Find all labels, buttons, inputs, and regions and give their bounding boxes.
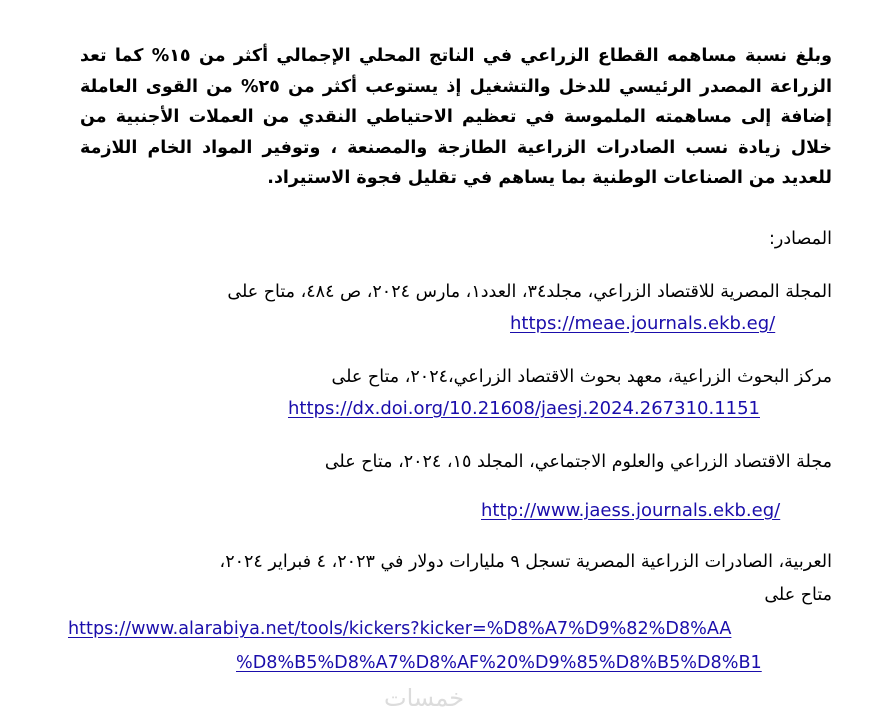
- source-2-link[interactable]: https://dx.doi.org/10.21608/jaesj.2024.267310.1151: [288, 398, 760, 419]
- source-1-link[interactable]: https://meae.journals.ekb.eg/: [510, 313, 776, 334]
- source-4-link-line-2[interactable]: %D8%B5%D8%A7%D8%AF%20%D9%85%D8%B5%D8%B1: [236, 653, 762, 673]
- source-3-citation: مجلة الاقتصاد الزراعي والعلوم الاجتماعي، المجلد ١٥، ٢٠٢٤، متاح على: [324, 452, 832, 472]
- source-1-citation: المجلة المصرية للاقتصاد الزراعي، مجلد٣٤، العدد١، مارس ٢٠٢٤، ص ٤٨٤، متاح على: [227, 282, 832, 302]
- source-4-citation-line-2: متاح على: [764, 585, 832, 605]
- source-4-link-line-1[interactable]: https://www.alarabiya.net/tools/kickers?kicker=%D8%A7%D9%82%D8%AA: [68, 619, 732, 639]
- khamsat-watermark: خمسات: [384, 684, 465, 712]
- sources-heading: المصادر:: [769, 229, 832, 249]
- source-3-link[interactable]: http://www.jaess.journals.ekb.eg/: [481, 500, 781, 521]
- intro-paragraph: وبلغ نسبة مساهمه القطاع الزراعي في الناتج المحلي الإجمالي أكثر من ١٥% كما تعد الزراعة المصدر الرئيسي للدخل والتشغيل إذ يستوعب أكثر من ٢٥% من القوى العاملة إضافة إلى مساهمته الملموسة في تعظيم الاحتياطي النقدي من العملات الأجنبية من خلال زيادة نسب الصادرات الزراعية الطازجة والمصنعة ، وتوفير المواد الخام اللازمة للعديد من الصناعات الوطنية بما يساهم في تقليل فجوة الاستيراد.: [80, 46, 832, 188]
- source-2-citation: مركز البحوث الزراعية، معهد بحوث الاقتصاد الزراعي،٢٠٢٤، متاح على: [331, 367, 832, 387]
- source-4-citation-line-1: العربية، الصادرات الزراعية المصرية تسجل ٩ مليارات دولار في ٢٠٢٣، ٤ فبراير ٢٠٢٤،: [219, 552, 832, 572]
